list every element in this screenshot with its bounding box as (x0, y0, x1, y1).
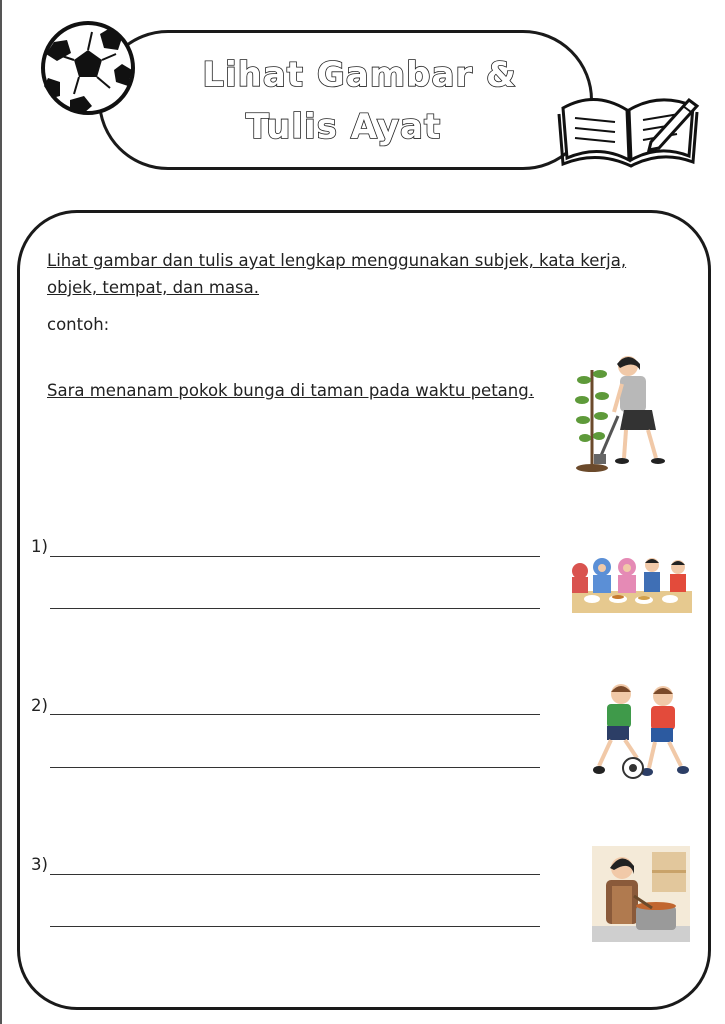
example-sentence: Sara menanam pokok bunga di taman pada waktu petang. (47, 381, 534, 400)
open-book-pencil-icon (555, 70, 705, 170)
answer-line-3a[interactable] (50, 874, 540, 875)
page-edge (0, 0, 2, 1024)
answer-line-1b[interactable] (50, 608, 540, 609)
boys-playing-football-image (585, 682, 697, 782)
example-label: contoh: (47, 315, 110, 334)
answer-line-1a[interactable] (50, 556, 540, 557)
answer-line-2a[interactable] (50, 714, 540, 715)
answer-line-3b[interactable] (50, 926, 540, 927)
answer-line-2b[interactable] (50, 767, 540, 768)
girl-planting-tree-image (570, 350, 680, 475)
woman-cooking-image (592, 846, 690, 942)
question-2-number: 2) (31, 696, 48, 715)
question-3-number: 3) (31, 855, 48, 874)
question-1-number: 1) (31, 537, 48, 556)
family-eating-image (572, 553, 692, 613)
title-banner (98, 30, 593, 170)
instruction-text: Lihat gambar dan tulis ayat lengkap menggunakan subjek, kata kerja, objek, tempat, dan masa. (47, 251, 627, 297)
title-line-1: Lihat Gambar & (202, 55, 517, 95)
soccer-ball-icon (40, 20, 136, 116)
title-line-2: Tulis Ayat (245, 107, 442, 147)
